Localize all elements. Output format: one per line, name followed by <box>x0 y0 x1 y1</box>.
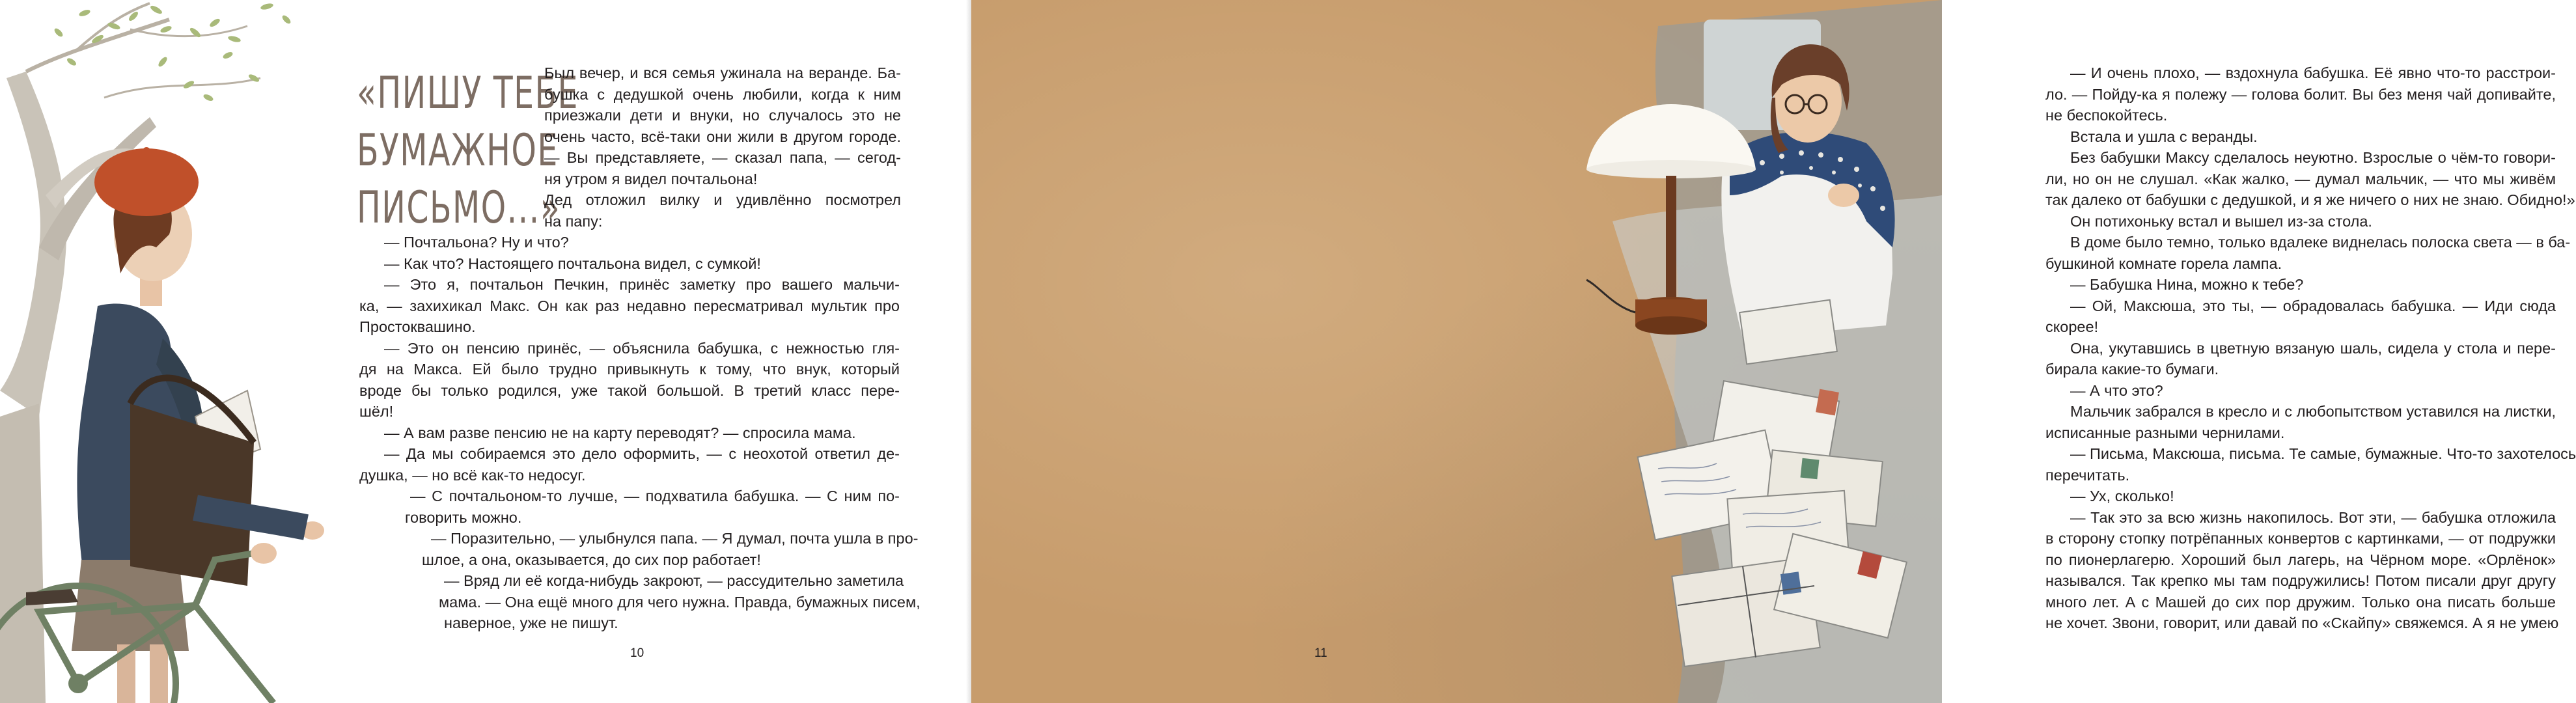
text-line: не беспокойтесь. <box>2045 107 2168 124</box>
text-line: не хочет. Звони, говорит, или давай по «Скайпу» свяжемся. А я не умею <box>2045 614 2559 631</box>
text-line: ня утром я видел почтальона! <box>544 170 758 187</box>
text-line: Он потихоньку встал и вышел из-за стола. <box>2070 212 2372 230</box>
text-line: — Поразительно, — улыбнулся папа. — Я думал, почта ушла в про- <box>431 530 919 547</box>
page-number: 11 <box>1314 646 1327 660</box>
text-line: Встала и ушла с веранды. <box>2070 128 2258 145</box>
text-line: — А вам разве пенсию не на карту переводят? — спросила мама. <box>384 424 856 441</box>
text-line: так далеко от бабушки с дедушкой, и я же ничего о них не знаю. Обидно!» <box>2045 191 2575 208</box>
text-line: душка, — но всё как-то недосуг. <box>359 466 586 484</box>
text-line: — Это он пенсию принёс, — объяснила бабушка, с нежностью гля- <box>384 339 900 357</box>
text-line: много лет. А с Машей до сих пор дружим. Только она писать больше <box>2045 593 2556 611</box>
text-line: скорее! <box>2045 318 2099 335</box>
text-line: вроде бы только родился, уже такой большой. В третий класс пере- <box>359 381 900 399</box>
text-line: назывался. Так крепко мы там подружились! Потом писали друг другу <box>2045 572 2556 589</box>
left-page <box>0 0 971 703</box>
text-line: — Ой, Максюша, это ты, — обрадовалась бабушка. — Иди сюда <box>2070 297 2556 314</box>
text-line: Простоквашино. <box>359 318 476 335</box>
heading-line: «ПИШУ ТЕБЕ <box>357 68 579 119</box>
heading-line: БУМАЖНОЕ <box>357 125 559 176</box>
text-line: шлое, а она, оказывается, до сих пор работает! <box>422 551 761 568</box>
boy-with-bicycle-illustration <box>0 0 365 703</box>
right-page-text <box>2045 62 2576 634</box>
text-line: Она, укутавшись в цветную вязаную шаль, сидела у стола и пере- <box>2070 339 2556 357</box>
text-line: Был вечер, и вся семья ужинала на веранде. Ба- <box>544 64 901 81</box>
text-line: мама. — Она ещё много для чего нужна. Правда, бумажных писем, <box>439 593 921 611</box>
text-line: Дед отложил вилку и удивлённо посмотрел <box>544 191 901 208</box>
text-line: ло. — Пойду-ка я полежу — голова болит. Вы без меня чай допивайте, <box>2045 85 2556 103</box>
text-line: перечитать. <box>2045 466 2130 484</box>
text-line: приезжали дети и внуки, но случалось это не <box>544 107 901 124</box>
text-line: в сторону стопку потрёпанных конвертов с картинками, — от подружки <box>2045 530 2556 547</box>
text-line: шёл! <box>359 403 394 420</box>
text-line: бушкиной комнате горела лампа. <box>2045 255 2282 272</box>
grandmother-with-letters-illustration <box>1586 0 1942 703</box>
text-line: — Как что? Настоящего почтальона видел, с сумкой! <box>384 255 761 272</box>
text-line: по пионерлагерю. Хороший был лагерь, на Чёрном море. «Орлёнок» <box>2045 551 2556 568</box>
text-line: ли, но он не слушал. «Как жалко, — думал мальчик, — что мы живём <box>2045 170 2556 187</box>
text-line: — Почтальона? Ну и что? <box>384 234 569 251</box>
text-line: — Ух, сколько! <box>2070 488 2174 504</box>
heading-line: ПИСЬМО...» <box>357 182 561 234</box>
right-page <box>971 0 2576 703</box>
text-line: ка, — захихикал Макс. Он как раз недавно пересматривал мультик про <box>359 297 900 314</box>
text-line: бирала какие-то бумаги. <box>2045 361 2219 378</box>
text-line: — Да мы собираемся это дело оформить, — с неохотой ответил де- <box>384 445 900 462</box>
text-line: — Бабушка Нина, можно к тебе? <box>2070 276 2304 293</box>
left-page-main-text <box>359 232 921 634</box>
text-line: — И очень плохо, — вздохнула бабушка. Её явно что-то расстрои- <box>2070 64 2556 81</box>
text-line: Без бабушки Максу сделалось неуютно. Взрослые о чём-то говори- <box>2070 149 2556 166</box>
text-line: — Вряд ли её когда-нибудь закроют, — рассудительно заметила <box>444 572 904 589</box>
text-line: — А что это? <box>2070 381 2163 399</box>
text-line: — Так это за всю жизнь накопилось. Вот эти, — бабушка отложила <box>2070 508 2556 526</box>
page-number: 10 <box>630 646 644 660</box>
text-line: исписанные разными чернилами. <box>2045 424 2285 441</box>
text-line: В доме было темно, только вдалеке виднелась полоска света — в ба- <box>2070 234 2571 251</box>
text-line: Мальчик забрался в кресло и с любопытством уставился на листки, <box>2070 403 2556 420</box>
text-line: наверное, уже не пишут. <box>444 614 618 631</box>
text-line: на папу: <box>544 212 603 230</box>
text-line: — Вы представляете, — сказал папа, — сегод- <box>544 149 901 166</box>
text-line: очень часто, всё-таки они жили в другом городе. <box>544 128 901 145</box>
left-page-intro-text <box>544 62 901 232</box>
text-line: бушка с дедушкой очень любили, когда к ним <box>544 85 901 103</box>
text-line: дя на Макса. Ей было трудно привыкнуть к тому, что внук, который <box>359 361 900 378</box>
text-line: говорить можно. <box>405 508 522 526</box>
text-line: — С почтальоном-то лучше, — подхватила бабушка. — С ним по- <box>410 488 900 504</box>
text-line: — Это я, почтальон Печкин, принёс заметку про вашего мальчи- <box>384 276 900 293</box>
text-line: — Письма, Максюша, письма. Те самые, бумажные. Что-то захотелось <box>2070 445 2576 462</box>
